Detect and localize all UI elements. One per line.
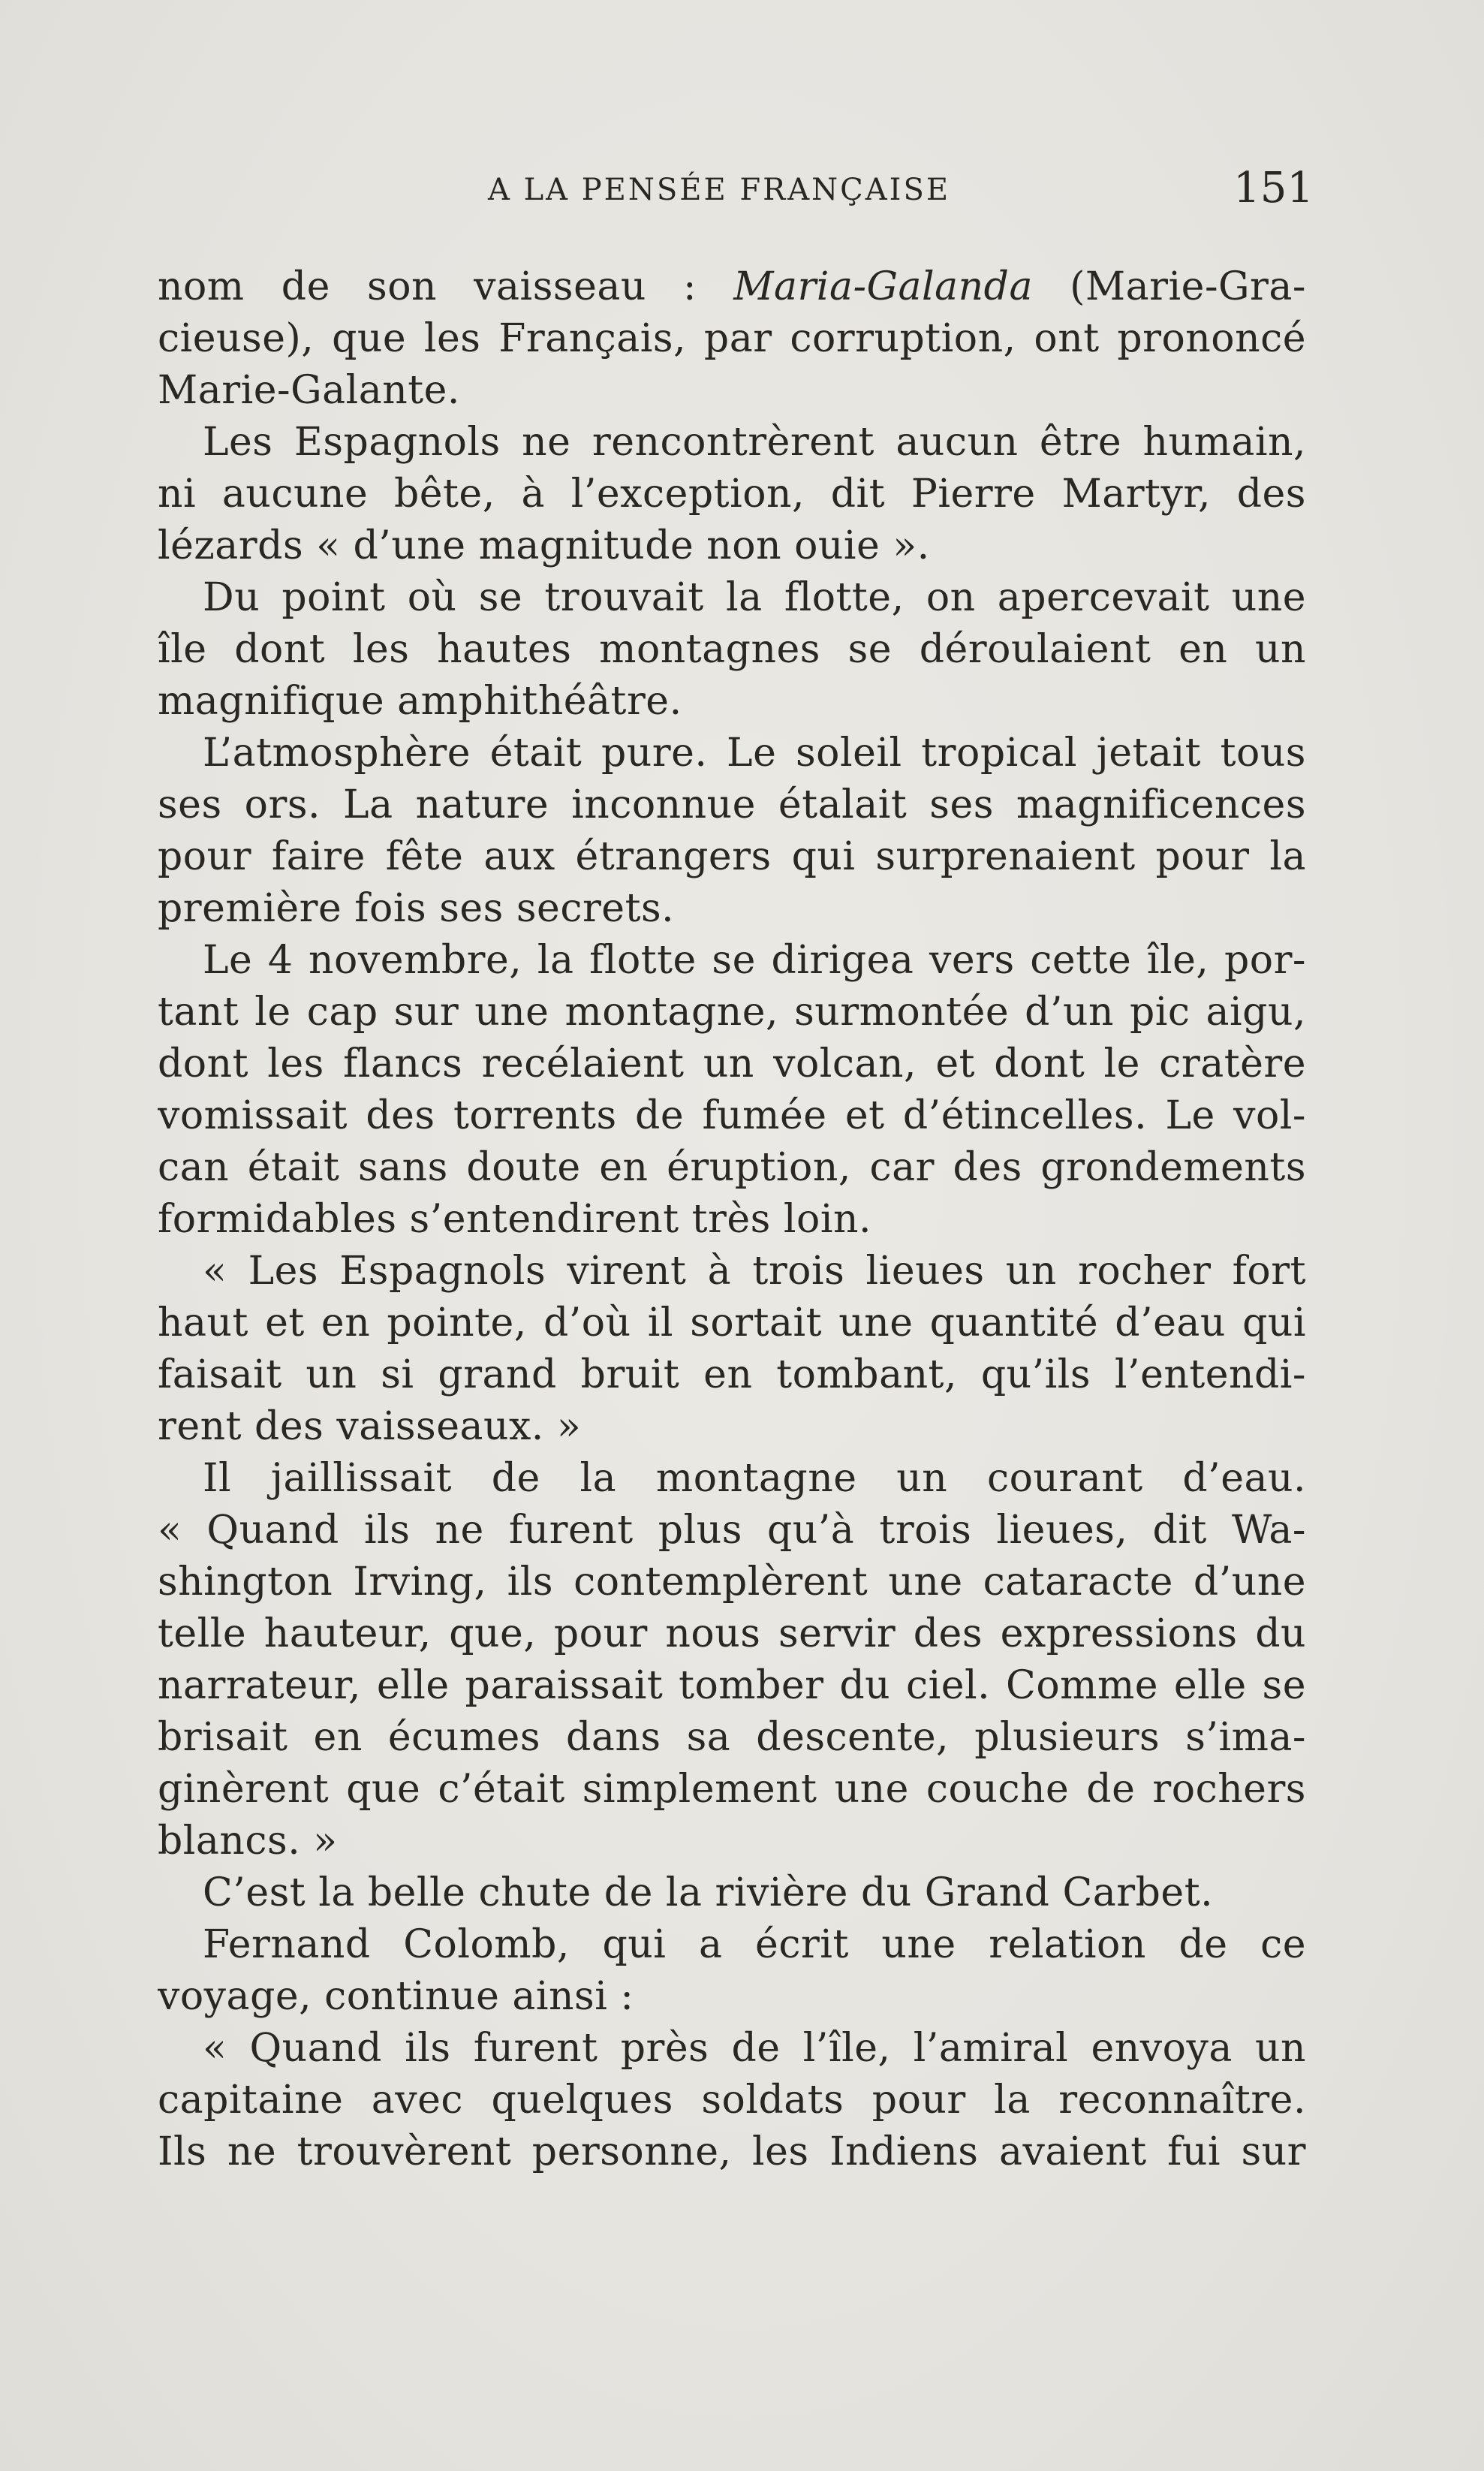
text-line: première fois ses secrets. bbox=[158, 886, 675, 931]
text-line: capitaine avec quelques soldats pour la reconnaître. bbox=[158, 2078, 1306, 2123]
text-line: Ils ne trouvèrent personne, les Indiens avaient fui sur bbox=[158, 2129, 1306, 2174]
text-line: lézards « d’une magnitude non ouie ». bbox=[158, 523, 930, 568]
text-line: telle hauteur, que, pour nous servir des expressions du bbox=[158, 1611, 1306, 1656]
running-title: A LA PENSÉE FRANÇAISE bbox=[488, 173, 951, 207]
text-line: tant le cap sur une montagne, surmontée d’un pic aigu, bbox=[158, 990, 1306, 1035]
text-line: brisait en écumes dans sa descente, plusieurs s’ima- bbox=[158, 1715, 1306, 1760]
text-line: L’atmosphère était pure. Le soleil tropical jetait tous bbox=[203, 731, 1306, 776]
text-line: can était sans doute en éruption, car des grondements bbox=[158, 1145, 1306, 1190]
body-text bbox=[158, 261, 1306, 2178]
text-line: ginèrent que c’était simplement une couche de rochers bbox=[158, 1767, 1306, 1812]
text-line: Marie-Galante. bbox=[158, 368, 460, 413]
text-line: ni aucune bête, à l’exception, dit Pierre Martyr, des bbox=[158, 472, 1306, 517]
text-segment: (Marie-Gra- bbox=[1032, 264, 1306, 309]
text-line: voyage, continue ainsi : bbox=[158, 1974, 634, 2019]
text-line: Le 4 novembre, la flotte se dirigea vers cette île, por- bbox=[203, 938, 1306, 983]
text-line: narrateur, elle paraissait tomber du ciel. Comme elle se bbox=[158, 1663, 1306, 1708]
ship-name-italic: Maria-Galanda bbox=[733, 264, 1033, 309]
text-line: dont les flancs recélaient un volcan, et dont le cratère bbox=[158, 1041, 1306, 1086]
text-line: rent des vaisseaux. » bbox=[158, 1404, 582, 1449]
text-line: shington Irving, ils contemplèrent une cataracte d’une bbox=[158, 1559, 1306, 1605]
text-line: haut et en pointe, d’où il sortait une quantité d’eau qui bbox=[158, 1300, 1306, 1345]
page-number: 151 bbox=[1233, 164, 1314, 212]
text-line: magnifique amphithéâtre. bbox=[158, 679, 682, 724]
text-line: Fernand Colomb, qui a écrit une relation de ce bbox=[203, 1922, 1306, 1967]
text-line: « Quand ils furent près de l’île, l’amiral envoya un bbox=[203, 2026, 1306, 2071]
text-line: Les Espagnols ne rencontrèrent aucun être humain, bbox=[203, 420, 1306, 465]
text-line: vomissait des torrents de fumée et d’étincelles. Le vol- bbox=[158, 1093, 1306, 1138]
text-line: pour faire fête aux étrangers qui surprenaient pour la bbox=[158, 834, 1306, 879]
text-line: faisait un si grand bruit en tombant, qu’ils l’entendi- bbox=[158, 1352, 1306, 1397]
text-line: « Quand ils ne furent plus qu’à trois lieues, dit Wa- bbox=[158, 1508, 1306, 1553]
text-line: formidables s’entendirent très loin. bbox=[158, 1197, 871, 1242]
text-line: blancs. » bbox=[158, 1819, 338, 1864]
text-line: ses ors. La nature inconnue étalait ses magnificences bbox=[158, 782, 1306, 827]
text-line: Du point où se trouvait la flotte, on apercevait une bbox=[203, 575, 1306, 620]
text-line: Il jaillissait de la montagne un courant d’eau. bbox=[203, 1456, 1306, 1501]
text-line: « Les Espagnols virent à trois lieues un rocher fort bbox=[203, 1249, 1306, 1294]
text-line: cieuse), que les Français, par corruption, ont prononcé bbox=[158, 316, 1306, 361]
text-line bbox=[158, 261, 1306, 313]
text-segment: nom de son vaisseau : bbox=[158, 264, 734, 309]
text-line: île dont les hautes montagnes se déroulaient en un bbox=[158, 627, 1306, 672]
text-line: C’est la belle chute de la rivière du Grand Carbet. bbox=[203, 1870, 1214, 1915]
page-header bbox=[158, 164, 1314, 219]
